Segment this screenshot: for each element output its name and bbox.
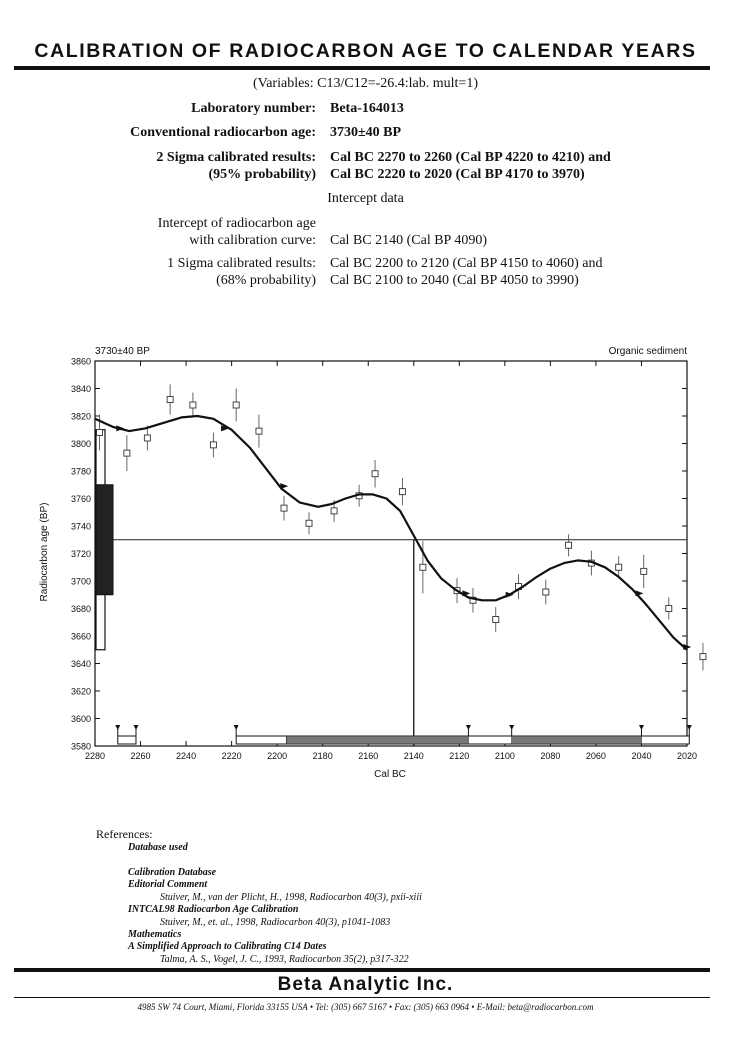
y-tick-label: 3800 [70, 439, 91, 449]
y-axis-label: Radiocarbon age (BP) [39, 502, 50, 602]
data-point [124, 450, 130, 456]
intercept-header: Intercept data [327, 191, 404, 206]
y-tick-label: 3660 [70, 631, 91, 642]
ref-calibration-database: Calibration Database [128, 867, 217, 878]
chart-corner-right: Organic sediment [608, 346, 687, 357]
intercept-value: Cal BC 2140 (Cal BP 4090) [330, 233, 487, 248]
y-tick-label: 3860 [70, 356, 91, 367]
x-tick-label: 2120 [449, 751, 470, 761]
range-marker [234, 725, 239, 730]
x-tick-label: 2240 [176, 751, 197, 761]
sigma-bar-inner [96, 485, 113, 595]
data-point [420, 564, 426, 570]
data-point [97, 430, 103, 436]
footer-rule [14, 968, 710, 972]
intercept-label-2: with calibration curve: [189, 233, 316, 248]
range-marker [509, 725, 514, 730]
y-tick-label: 3580 [70, 741, 91, 752]
two-sigma-line-2: Cal BC 2220 to 2020 (Cal BP 4170 to 3970) [330, 167, 585, 182]
data-point [144, 435, 150, 441]
data-point [641, 568, 647, 574]
references-heading: References: [96, 827, 153, 841]
data-point [331, 508, 337, 514]
company-name: Beta Analytic Inc. [277, 974, 454, 995]
conventional-age-label: Conventional radiocarbon age: [130, 125, 316, 140]
range-marker [133, 725, 138, 730]
data-point [210, 442, 216, 448]
variables-line: (Variables: C13/C12=-26.4:lab. mult=1) [253, 76, 478, 91]
x-tick-label: 2280 [84, 751, 106, 761]
calibration-curve [95, 416, 687, 650]
data-point [616, 564, 622, 570]
x-tick-label: 2260 [130, 751, 151, 761]
ref-editorial-comment: Editorial Comment [128, 879, 208, 890]
x-tick-label: 2060 [585, 751, 606, 761]
ref-simplified-approach: A Simplified Approach to Calibrating C14 Dates [128, 941, 327, 952]
two-sigma-line-1: Cal BC 2270 to 2260 (Cal BP 4220 to 4210) and [330, 150, 611, 165]
data-point [167, 397, 173, 403]
ref-approach-cite: Talma, A. S., Vogel, J. C., 1993, Radiocarbon 35(2), p317-322 [160, 954, 409, 965]
data-point [233, 402, 239, 408]
range-2sigma [118, 736, 136, 744]
data-point [493, 617, 499, 623]
chart-corner-left: 3730±40 BP [95, 346, 150, 357]
x-tick-label: 2200 [267, 751, 288, 761]
one-sigma-line-1: Cal BC 2200 to 2120 (Cal BP 4150 to 4060) and [330, 256, 603, 271]
intercept-label-1: Intercept of radiocarbon age [157, 216, 316, 231]
data-point [256, 428, 262, 434]
curve-marker [280, 483, 288, 489]
y-tick-label: 3700 [70, 576, 91, 587]
x-tick-label: 2100 [494, 751, 515, 761]
x-tick-label: 2180 [312, 751, 333, 761]
plot-frame [95, 361, 687, 746]
data-point [566, 542, 572, 548]
data-point [190, 402, 196, 408]
x-tick-label: 2160 [358, 751, 379, 761]
lab-number-value: Beta-164013 [330, 101, 404, 116]
data-point [372, 471, 378, 477]
y-tick-label: 3740 [70, 521, 91, 532]
x-tick-label: 2040 [631, 751, 652, 761]
ref-intcal-cite: Stuiver, M., et. al., 1998, Radiocarbon 40(3), p1041-1083 [160, 917, 391, 928]
ref-editorial-cite: Stuiver, M., van der Plicht, H., 1998, Radiocarbon 40(3), pxii-xiii [160, 892, 422, 903]
data-point [281, 505, 287, 511]
y-tick-label: 3640 [70, 659, 91, 669]
y-tick-label: 3680 [70, 604, 91, 614]
y-tick-label: 3780 [70, 466, 91, 477]
two-sigma-label: 2 Sigma calibrated results: [156, 150, 316, 165]
y-tick-label: 3720 [70, 549, 91, 559]
one-sigma-label: 1 Sigma calibrated results: [167, 256, 316, 271]
y-tick-label: 3620 [70, 686, 91, 697]
curve-marker [635, 590, 643, 596]
x-tick-label: 2140 [403, 751, 424, 761]
conventional-age-value: 3730±40 BP [330, 125, 402, 140]
x-tick-label: 2220 [221, 751, 242, 761]
data-point [543, 589, 549, 595]
company-address: 4985 SW 74 Court, Miami, Florida 33155 USA • Tel: (305) 667 5167 • Fax: (305) 663 0964 • E-Mail: beta@radiocarbon.com [137, 1002, 594, 1012]
two-sigma-probability: (95% probability) [208, 167, 316, 182]
y-tick-label: 3760 [70, 494, 91, 504]
y-tick-label: 3820 [70, 411, 91, 422]
range-marker [466, 725, 471, 730]
x-axis-label: Cal BC [374, 769, 406, 780]
data-point [306, 520, 312, 526]
footer-thin-rule [14, 997, 710, 998]
y-tick-label: 3840 [70, 384, 91, 394]
one-sigma-probability: (68% probability) [216, 273, 316, 288]
data-point [399, 489, 405, 495]
y-tick-label: 3600 [70, 714, 91, 724]
x-tick-label: 2080 [540, 751, 561, 761]
data-point [666, 606, 672, 612]
range-1sigma [286, 736, 468, 744]
page-title: CALIBRATION OF RADIOCARBON AGE TO CALENDAR YEARS [34, 40, 697, 62]
range-marker [115, 725, 120, 730]
one-sigma-line-2: Cal BC 2100 to 2040 (Cal BP 4050 to 3990) [330, 273, 579, 288]
range-marker [639, 725, 644, 730]
data-point [700, 654, 706, 660]
ref-database-used: Database used [128, 842, 188, 853]
ref-mathematics: Mathematics [128, 929, 182, 940]
x-tick-label: 2020 [676, 751, 698, 761]
ref-intcal: INTCAL98 Radiocarbon Age Calibration [128, 904, 299, 915]
lab-number-label: Laboratory number: [191, 101, 316, 116]
range-1sigma [512, 736, 642, 744]
